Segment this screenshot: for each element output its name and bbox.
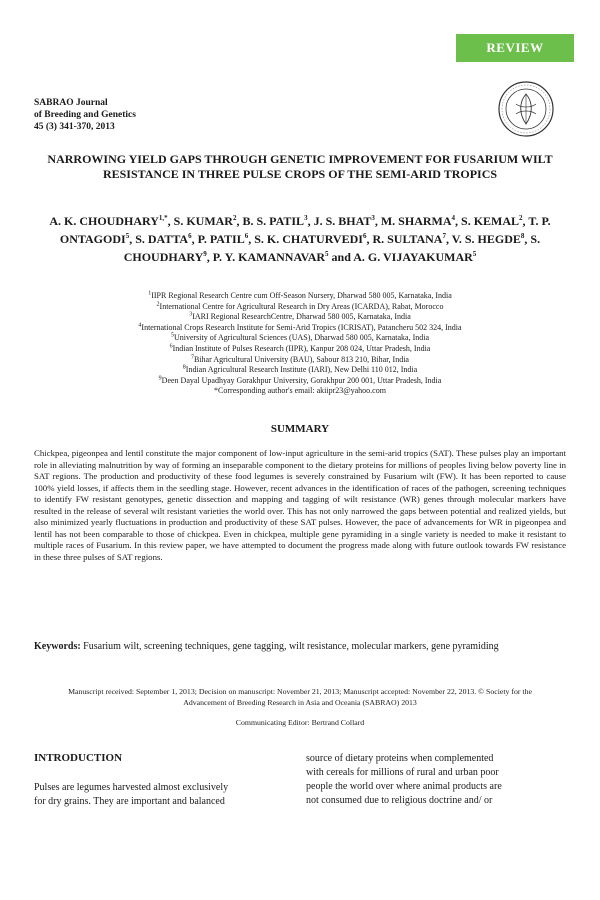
author-separator: ,: [236, 214, 243, 228]
paper-title: NARROWING YIELD GAPS THROUGH GENETIC IMPROVEMENT FOR FUSARIUM WILT RESISTANCE IN THREE PULSE CROPS OF THE SEMI-ARID TROPICS: [47, 152, 553, 181]
author-name-text: M. SHARMA: [380, 214, 452, 228]
affiliation-list: [70, 291, 530, 397]
affiliation-text: Indian Agricultural Research Institute (IARI), New Delhi 110 012, India: [185, 365, 418, 375]
author-name-text: S. DATTA: [135, 232, 189, 246]
author-name: [372, 232, 446, 246]
intro-text-line: source of dietary proteins when complemented: [306, 753, 494, 764]
author-name: [213, 250, 329, 264]
affiliation-text: Indian Institute of Pulses Research (IIPR), Kanpur 208 024, Uttar Pradesh, India: [172, 343, 431, 353]
author-separator: ,: [455, 214, 462, 228]
author-separator: ,: [129, 232, 136, 246]
author-affiliation-mark: 7: [442, 232, 446, 240]
review-badge: REVIEW: [456, 34, 574, 62]
journal-name-line2: of Breeding and Genetics: [34, 110, 136, 120]
author-name: [174, 214, 237, 228]
journal-header: [34, 97, 136, 133]
keywords-text: Fusarium wilt, screening techniques, gene tagging, wilt resistance, molecular markers, gene pyramiding: [83, 641, 499, 652]
author-name-text: V. S. HEGDE: [451, 232, 521, 246]
author-separator: and: [328, 250, 354, 264]
sabrao-seal-logo: [497, 80, 555, 138]
keywords: [34, 640, 566, 653]
intro-left-column: [34, 781, 284, 809]
author-affiliation-mark: 9: [203, 250, 207, 258]
affiliation-item: [70, 344, 530, 355]
author-affiliation-mark: 5: [125, 232, 130, 240]
summary-text: Chickpea, pigeonpea and lentil constitute the major component of low-input agriculture in the semi-arid tropics (SAT). These pulses play an important role in alleviating malnutrition by way of forming an inseparable component to the dietary proteins for millions of peoples living below poverty line in SAT regions. The production and productivity of these food legumes is severely constrained by Fusarium wilt (FW). It has been reported to cause 100% yield losses, if affects them in the seedling stage. However, recent advances in the identification of races of the pathogen, screening techniques to identify FW resistant genotypes, genetic dissection and mapping and tagging of wilt resistance (WR) genes through molecular markers have resulted in the release of several wilt resistant varieties the world over. This has not only narrowed the gaps between potential and realized yields, but also minimized yearly fluctuations in production and productivity of these SAT pulses. However, the pace of advancements for WR in pigeonpea and lentil has not been comparable to those of chickpea. Even in chickpea, multiple gene pyramiding in a single variety is needed to make it resistant to multiple races of Fusarium. In this review paper, we have attempted to document the progress made along with future outlook towards FW resistance in these three pulses of SAT regions.: [34, 448, 566, 562]
author-separator: ,: [167, 214, 174, 228]
affiliation-number: 9: [158, 375, 162, 382]
author-name: [381, 214, 455, 228]
author-name-text: S. CHOUDHARY: [123, 232, 541, 264]
journal-name-line1: SABRAO Journal: [34, 98, 108, 108]
author-name: [49, 214, 167, 228]
affiliation-item: [70, 302, 530, 313]
author-separator: ,: [307, 214, 314, 228]
author-affiliation-mark: 2: [232, 214, 237, 222]
journal-citation: 45 (3) 341-370, 2013: [34, 122, 115, 132]
author-separator: ,: [206, 250, 213, 264]
affiliation-item: [70, 365, 530, 376]
affiliation-number: 1: [148, 290, 152, 297]
affiliation-item: [70, 333, 530, 344]
keywords-label: Keywords:: [34, 641, 81, 652]
author-name: [135, 232, 191, 246]
affiliation-item: [70, 291, 530, 302]
author-affiliation-mark: 5: [325, 250, 329, 258]
intro-right-column: [306, 752, 566, 808]
author-affiliation-mark: 6: [244, 232, 249, 240]
author-affiliation-mark: 2: [519, 214, 523, 222]
affiliation-number: 3: [189, 311, 193, 318]
intro-text-line: not consumed due to religious doctrine and/ or: [306, 795, 493, 806]
author-name: [198, 232, 249, 246]
introduction-heading: INTRODUCTION: [34, 752, 123, 764]
author-affiliation-mark: 3: [371, 214, 375, 222]
author-name-text: T. P. ONTAGODI: [59, 214, 551, 246]
author-name-text: A. K. CHOUDHARY: [49, 214, 159, 228]
author-name: [461, 214, 523, 228]
affiliation-item: [70, 376, 530, 387]
affiliation-text: Bihar Agricultural University (BAU), Sabour 813 210, Bihar, India: [194, 354, 409, 364]
affiliation-item: [70, 323, 530, 334]
author-name: [452, 232, 525, 246]
affiliation-number: 5: [170, 332, 174, 339]
author-affiliation-mark: 6: [188, 232, 192, 240]
intro-text-line: with cereals for millions of rural and urban poor: [306, 767, 499, 778]
author-list: [40, 212, 560, 266]
author-separator: ,: [366, 232, 373, 246]
author-name-text: S. KEMAL: [461, 214, 520, 228]
author-affiliation-mark: 4: [451, 214, 456, 222]
author-affiliation-mark: 8: [520, 232, 525, 240]
affiliation-text: *Corresponding author's email: akiipr23@yahoo.com: [214, 386, 386, 396]
affiliation-number: 7: [191, 353, 194, 360]
affiliation-number: 8: [182, 364, 186, 371]
affiliation-text: Deen Dayal Upadhyay Gorakhpur University, Gorakhpur 200 001, Uttar Pradesh, India: [161, 375, 442, 385]
manuscript-dates: Manuscript received: September 1, 2013; Decision on manuscript: November 21, 2013; Manuscript accepted: November 22, 2013. © Society for the Advancement of Breeding Research in Asia and Oceania (SABRAO) 2013: [68, 687, 532, 707]
author-name-text: A. G. VIJAYAKUMAR: [353, 250, 473, 264]
summary-heading: SUMMARY: [270, 423, 330, 435]
affiliation-text: International Crops Research Institute for Semi-Arid Tropics (ICRISAT), Patancheru 502 324, India: [141, 322, 462, 332]
author-separator: ,: [522, 214, 529, 228]
author-name: [254, 232, 366, 246]
intro-text-line: people the world over where animal products are: [306, 781, 502, 792]
affiliation-number: 4: [138, 322, 142, 329]
affiliation-number: 6: [169, 343, 173, 350]
author-affiliation-mark: 5: [472, 250, 477, 258]
author-separator: ,: [191, 232, 198, 246]
author-name-text: R. SULTANA: [372, 232, 443, 246]
communicating-editor: Communicating Editor: Bertrand Collard: [235, 718, 365, 727]
author-separator: ,: [445, 232, 452, 246]
author-separator: ,: [248, 232, 255, 246]
author-name-text: P. PATIL: [197, 232, 245, 246]
affiliation-number: 2: [156, 300, 160, 307]
author-name-text: S. K. CHATURVEDI: [254, 232, 363, 246]
affiliation-text: University of Agricultural Sciences (UAS), Dharwad 580 005, Karnataka, India: [173, 333, 430, 343]
author-separator: ,: [374, 214, 381, 228]
affiliation-item: [70, 355, 530, 366]
author-name-text: B. S. PATIL: [242, 214, 305, 228]
author-name: [242, 214, 307, 228]
intro-text-line: Pulses are legumes harvested almost exclusively: [34, 782, 229, 793]
affiliation-text: IARI Regional ResearchCentre, Dharwad 580 005, Karnataka, India: [192, 312, 411, 322]
author-affiliation-mark: 6: [362, 232, 367, 240]
affiliation-text: IIPR Regional Research Centre cum Off-Season Nursery, Dharwad 580 005, Karnataka, India: [151, 291, 452, 300]
author-affiliation-mark: 1,*: [158, 214, 168, 222]
author-name-text: J. S. BHAT: [313, 214, 372, 228]
intro-text-line: for dry grains. They are important and balanced: [34, 796, 225, 807]
author-name-text: P. Y. KAMANNAVAR: [212, 250, 326, 264]
author-separator: ,: [524, 232, 531, 246]
author-name: [314, 214, 375, 228]
author-name-text: S. KUMAR: [173, 214, 233, 228]
author-name: [353, 250, 476, 264]
author-affiliation-mark: 3: [304, 214, 308, 222]
affiliation-item: [70, 386, 530, 397]
affiliation-text: International Centre for Agricultural Research in Dry Areas (ICARDA), Rabat, Morocco: [159, 301, 444, 311]
